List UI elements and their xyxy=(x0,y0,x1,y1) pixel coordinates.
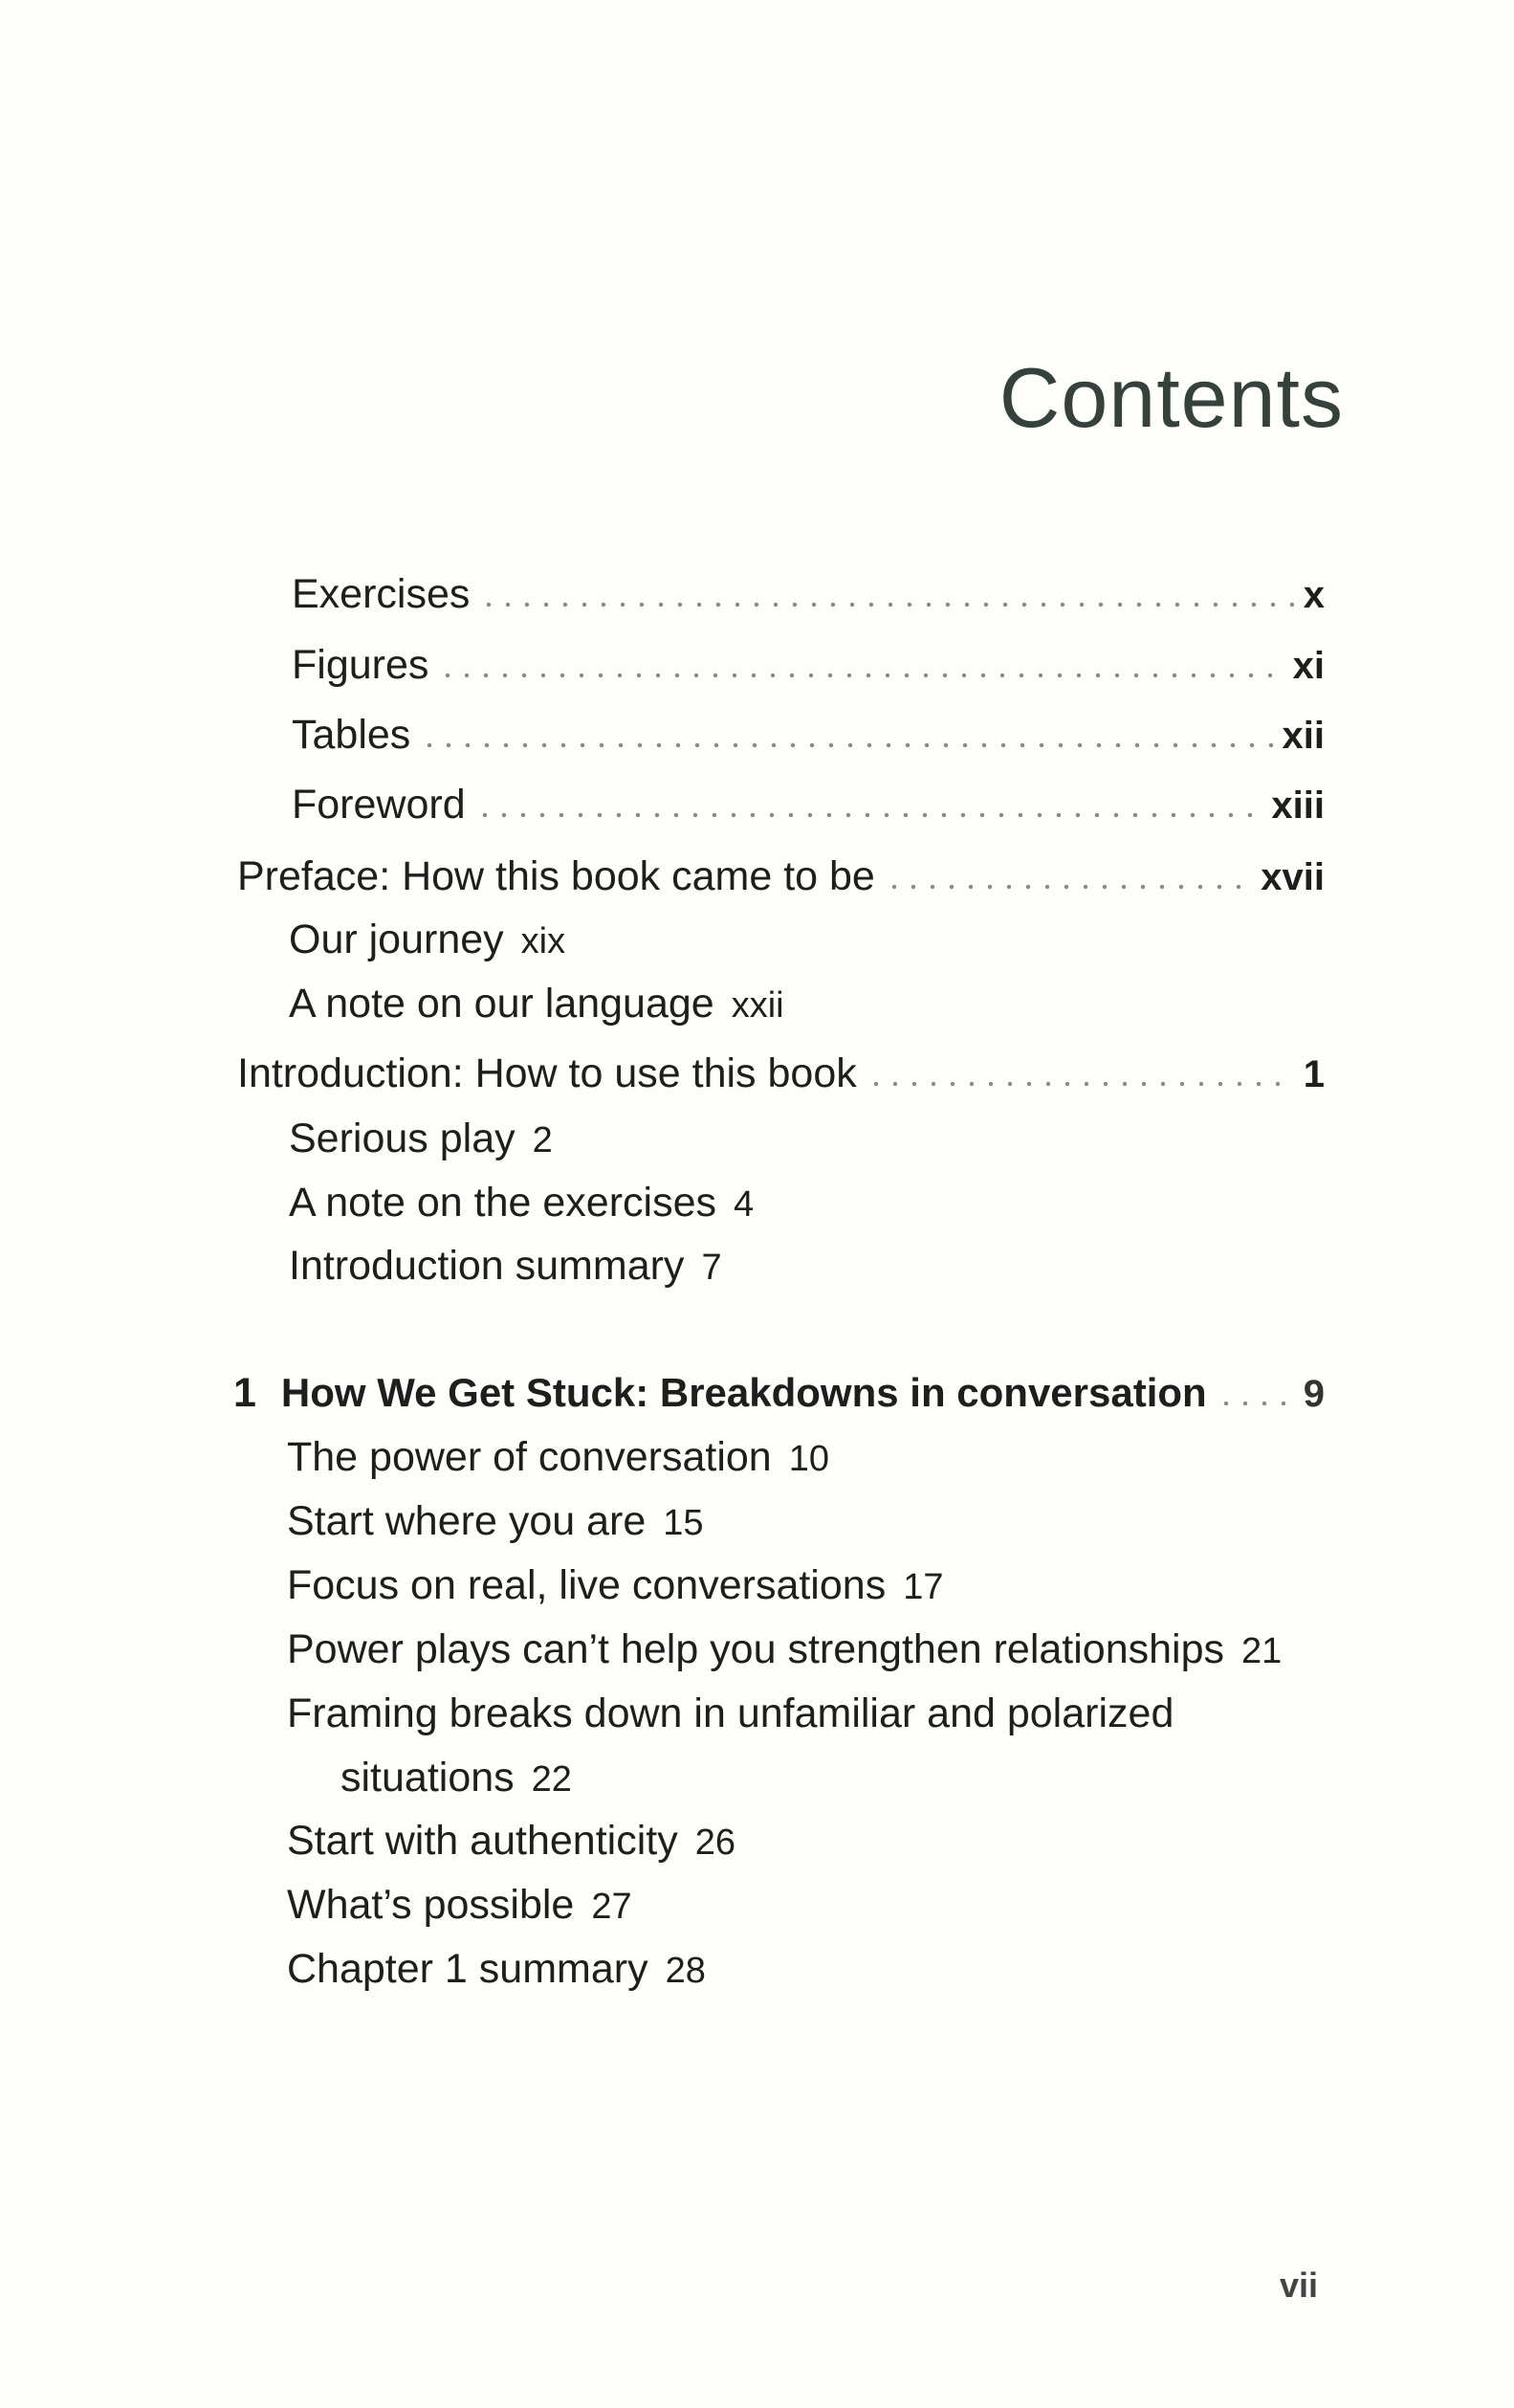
toc-entry-page: xiii xyxy=(1271,784,1325,827)
toc-subentry[interactable] xyxy=(287,1498,704,1544)
toc-subentry-continuation[interactable] xyxy=(340,1757,572,1799)
toc-subentry-page: 21 xyxy=(1241,1631,1283,1671)
toc-subentry-label: Chapter 1 summary xyxy=(287,1946,648,1992)
toc-subentry-label: situations xyxy=(340,1755,515,1800)
toc-entry-label: Introduction: How to use this book xyxy=(237,1050,857,1096)
chapter-number: 1 xyxy=(233,1370,256,1416)
leader-dots xyxy=(885,882,1251,892)
toc-subentry-page: 2 xyxy=(532,1120,553,1160)
leader-dots xyxy=(475,810,1262,820)
leader-dots xyxy=(1217,1399,1294,1408)
toc-entry-page: xi xyxy=(1292,645,1325,687)
page-title: Contents xyxy=(998,350,1344,445)
chapter-heading xyxy=(233,1370,1207,1416)
toc-subentry-label: A note on our language xyxy=(289,981,714,1027)
toc-entry-page: xvii xyxy=(1261,856,1325,898)
toc-entry-label: Figures xyxy=(292,642,429,688)
toc-entry-figures[interactable] xyxy=(292,642,1325,688)
toc-subentry-page: 17 xyxy=(903,1567,944,1607)
toc-subentry-label: Framing breaks down in unfamiliar and polarized xyxy=(287,1690,1174,1736)
toc-subentry-label: Power plays can’t help you strengthen relationships xyxy=(287,1626,1225,1672)
toc-subentry[interactable] xyxy=(289,919,565,961)
leader-dots xyxy=(479,600,1293,609)
toc-subentry[interactable] xyxy=(287,1690,1174,1736)
toc-subentry[interactable] xyxy=(289,1243,722,1289)
toc-subentry-page: 28 xyxy=(665,1951,706,1991)
toc-subentry-page: 27 xyxy=(591,1887,632,1927)
toc-subentry[interactable] xyxy=(289,1118,553,1160)
toc-entry-page: x xyxy=(1303,574,1325,616)
chapter-title: How We Get Stuck: Breakdowns in conversation xyxy=(280,1370,1207,1415)
toc-subentry-label: Start where you are xyxy=(287,1498,647,1544)
leader-dots xyxy=(438,671,1283,680)
toc-subentry-label: A note on the exercises xyxy=(289,1180,717,1226)
toc-subentry-page: 26 xyxy=(694,1823,735,1863)
toc-subentry[interactable] xyxy=(287,1882,632,1928)
toc-entry-page: 9 xyxy=(1303,1373,1325,1415)
toc-subentry-page: xix xyxy=(520,921,566,961)
toc-subentry-page: xxii xyxy=(731,985,784,1026)
toc-subentry-page: 22 xyxy=(531,1759,572,1800)
toc-subentry-label: What’s possible xyxy=(287,1882,575,1928)
toc-subentry-page: 10 xyxy=(788,1439,830,1479)
leader-dots xyxy=(420,740,1272,750)
toc-entry-foreword[interactable] xyxy=(292,784,1325,826)
toc-subentry[interactable] xyxy=(289,1182,754,1224)
toc-entry-exercises[interactable] xyxy=(292,571,1325,617)
toc-subentry-page: 4 xyxy=(734,1184,755,1225)
toc-subentry-label: Introduction summary xyxy=(289,1243,685,1289)
toc-subentry-label: Start with authenticity xyxy=(287,1818,678,1864)
page-number: vii xyxy=(1279,2265,1318,2305)
toc-subentry-page: 7 xyxy=(701,1248,722,1288)
toc-subentry-label: Focus on real, live conversations xyxy=(287,1562,887,1608)
toc-subentry[interactable] xyxy=(287,1562,944,1608)
toc-subentry-page: 15 xyxy=(663,1503,704,1543)
toc-subentry[interactable] xyxy=(287,1434,830,1480)
toc-subentry[interactable] xyxy=(287,1626,1283,1672)
toc-entry-preface[interactable] xyxy=(237,853,1325,899)
toc-entry-page: 1 xyxy=(1303,1053,1325,1095)
toc-entry-label: Tables xyxy=(292,712,411,758)
toc-entry-label: Preface: How this book came to be xyxy=(237,853,875,899)
toc-entry-introduction[interactable] xyxy=(237,1050,1325,1096)
toc-entry-chapter-1[interactable] xyxy=(233,1370,1325,1416)
toc-subentry[interactable] xyxy=(287,1818,735,1864)
toc-subentry[interactable] xyxy=(289,983,784,1025)
toc-subentry[interactable] xyxy=(287,1946,706,1992)
toc-entry-label: Foreword xyxy=(292,782,466,828)
toc-entry-page: xii xyxy=(1282,715,1325,757)
toc-subentry-label: Serious play xyxy=(289,1116,516,1161)
leader-dots xyxy=(867,1079,1294,1089)
toc-subentry-label: The power of conversation xyxy=(287,1434,772,1480)
toc-entry-label: Exercises xyxy=(292,571,471,617)
toc-subentry-label: Our journey xyxy=(289,917,504,962)
toc-entry-tables[interactable] xyxy=(292,712,1325,758)
